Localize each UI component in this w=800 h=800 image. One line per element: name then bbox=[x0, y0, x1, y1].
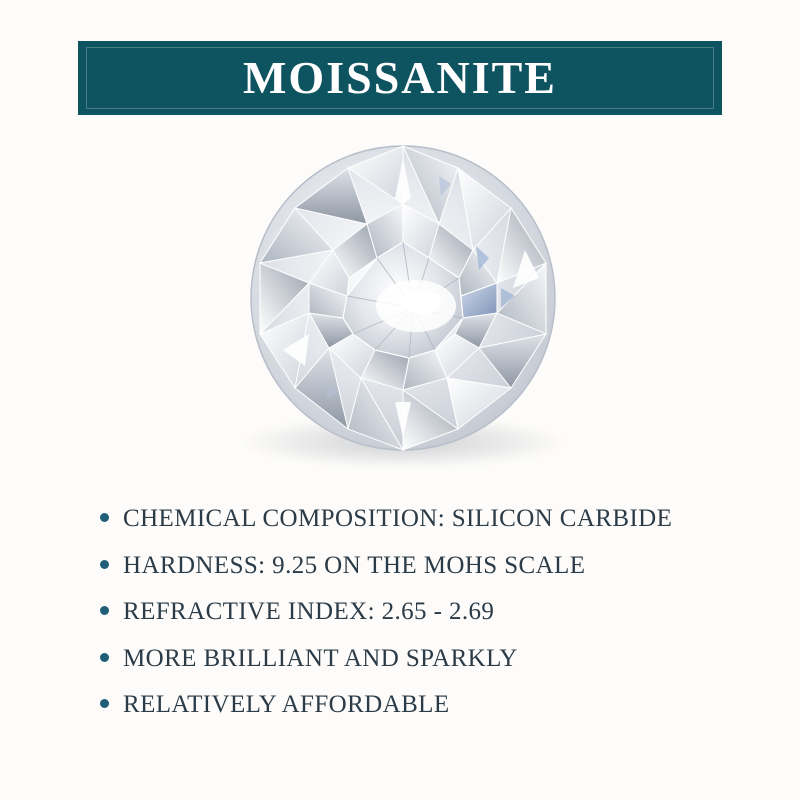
fact-label: RELATIVELY AFFORDABLE bbox=[123, 691, 450, 718]
gemstone-illustration bbox=[0, 120, 800, 490]
fact-label: HARDNESS: 9.25 ON THE MOHS SCALE bbox=[123, 551, 586, 579]
list-item bbox=[100, 645, 740, 673]
page-title: MOISSANITE bbox=[243, 52, 557, 103]
list-item bbox=[100, 505, 740, 533]
fact-label: CHEMICAL COMPOSITION: SILICON CARBIDE bbox=[123, 505, 673, 532]
fact-list bbox=[100, 505, 740, 719]
bullet-icon bbox=[100, 606, 109, 615]
fact-label: REFRACTIVE INDEX: 2.65 - 2.69 bbox=[123, 598, 495, 625]
fact-label: MORE BRILLIANT AND SPARKLY bbox=[123, 644, 518, 672]
bullet-icon bbox=[100, 513, 109, 522]
list-item bbox=[100, 691, 740, 719]
title-banner bbox=[78, 41, 722, 115]
bullet-icon bbox=[100, 560, 109, 569]
bullet-icon bbox=[100, 653, 109, 662]
list-item bbox=[100, 552, 740, 580]
bullet-icon bbox=[100, 699, 109, 708]
list-item bbox=[100, 598, 740, 626]
gemstone-image bbox=[243, 138, 563, 458]
